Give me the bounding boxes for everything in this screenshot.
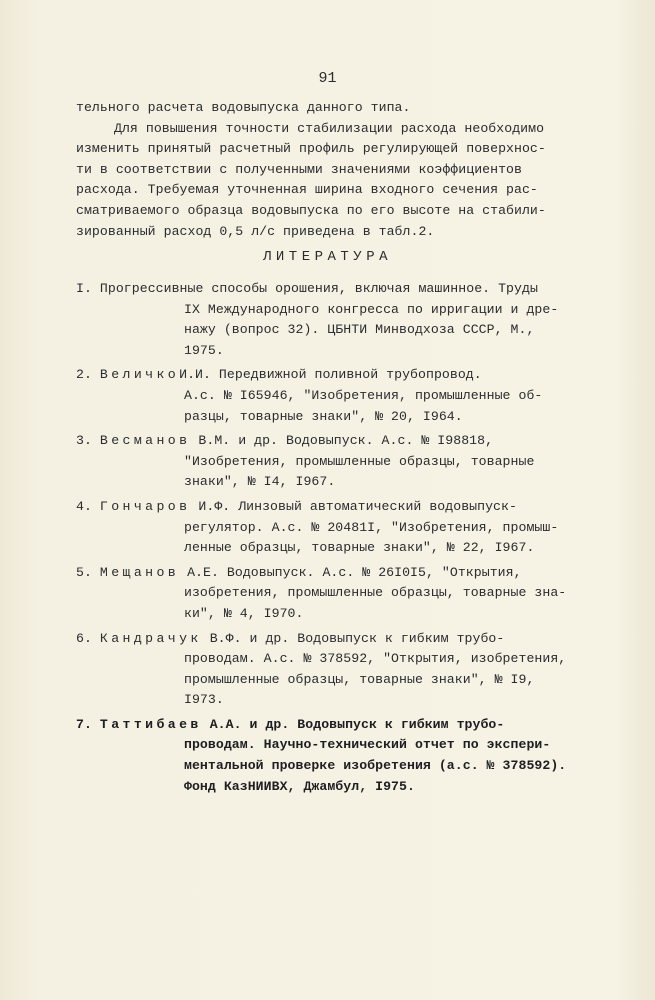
reference-item [76, 563, 636, 625]
reference-text: регулятор. А.с. № 20481I, "Изобретения, промыш- [184, 519, 559, 535]
reference-number: 3. [76, 433, 92, 449]
paragraph-line: зированный расход 0,5 л/с приведена в табл.2. [76, 223, 435, 239]
reference-text: IX Международного конгресса по ирригации и дре- [184, 301, 559, 317]
reference-text: нажу (вопрос 32). ЦБНТИ Минводхоза СССР, М., [184, 322, 535, 338]
reference-item [76, 629, 636, 711]
reference-text: I973. [184, 692, 224, 708]
reference-number: I. [76, 281, 92, 296]
reference-item [76, 365, 636, 427]
paragraph-line: сматриваемого образца водовыпуска по его высоте на стабили- [76, 202, 546, 218]
reference-author: Весманов [99, 433, 191, 449]
reference-text: разцы, товарные знаки", № 20, I964. [184, 408, 463, 424]
reference-text: "Изобретения, промышленные образцы, товарные [184, 453, 535, 469]
reference-author: Мещанов [99, 564, 180, 580]
reference-item [76, 431, 636, 493]
reference-text: И.Ф. Линзовый автоматический водовыпуск- [190, 498, 517, 514]
reference-text: В.Ф. и др. Водовыпуск к гибким трубо- [201, 630, 505, 646]
references-list [76, 279, 636, 801]
reference-text: Фонд КазНИИВХ, Джамбул, I975. [184, 778, 415, 794]
reference-text: знаки", № I4, I967. [184, 474, 336, 490]
reference-text: проводам. А.с. № 378592, "Открытия, изобретения, [184, 651, 567, 667]
page-number: 91 [318, 70, 337, 87]
paragraph-line: ти в соответствии с полученными значениями коэффициентов [76, 161, 522, 177]
paragraph-line: Для повышения точности стабилизации расхода необходимо [114, 120, 545, 136]
reference-text: промышленные образцы, товарные знаки", № I9, [184, 671, 535, 687]
reference-text: проводам. Научно-технический отчет по экспери- [184, 737, 551, 753]
paragraph-line: расхода. Требуемая уточненная ширина входного сечения рас- [76, 182, 538, 198]
reference-number: 2. [76, 367, 92, 383]
references-heading: ЛИТЕРАТУРА [262, 249, 392, 265]
reference-text: А.А. и др. Водовыпуск к гибким трубо- [201, 716, 505, 732]
reference-text: А.Е. Водовыпуск. А.с. № 26I0I5, "Открытия, [179, 564, 522, 580]
paragraph-line: тельного расчета водовыпуска данного типа. [76, 100, 411, 115]
reference-author: Гончаров [99, 498, 191, 514]
reference-text: изобретения, промышленные образцы, товарные зна- [184, 585, 567, 601]
reference-number: 7. [76, 716, 92, 732]
reference-number: 4. [76, 498, 92, 514]
reference-number: 6. [76, 630, 92, 646]
body-paragraph [76, 98, 616, 242]
reference-item [76, 279, 636, 361]
reference-text: ленные образцы, товарные знаки", № 22, I967. [184, 540, 535, 556]
reference-text: ки", № 4, I970. [184, 605, 304, 621]
reference-text: ментальной проверке изобретения (а.с. № 378592). [184, 758, 567, 774]
reference-author: Величко [99, 367, 180, 383]
reference-text: В.М. и др. Водовыпуск. А.с. № I98818, [190, 433, 494, 449]
paragraph-line: изменить принятый расчетный профиль регулирующей поверхнос- [76, 141, 546, 157]
reference-item [76, 715, 636, 797]
reference-author: Таттибаев [99, 716, 202, 732]
reference-text: И.И. Передвижной поливной трубопровод. [179, 367, 482, 383]
reference-text: А.с. № I65946, "Изобретения, промышленные об- [184, 387, 543, 403]
reference-number: 5. [76, 564, 92, 580]
reference-text: 1975. [184, 342, 224, 358]
reference-author: Кандрачук [99, 630, 202, 646]
reference-text: Прогрессивные способы орошения, включая машинное. Труды [99, 281, 538, 296]
reference-item [76, 497, 636, 559]
